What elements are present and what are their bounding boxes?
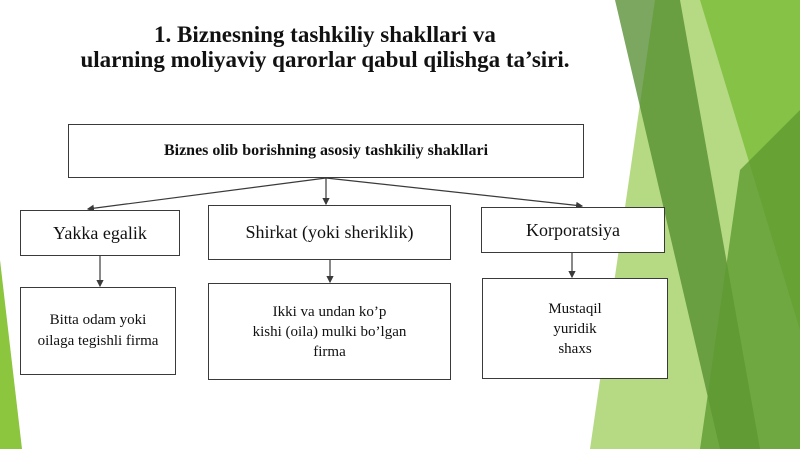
branch-label: Yakka egalik <box>53 222 147 243</box>
slide-title <box>30 22 620 72</box>
description-line: Mustaqil <box>548 300 602 317</box>
description-box-shirkat <box>208 283 451 380</box>
branch-label: Shirkat (yoki sheriklik) <box>245 222 414 242</box>
branch-label: Korporatsiya <box>526 219 620 240</box>
branch-box-yakka-egalik <box>20 210 180 256</box>
slide-title-line-2: ularning moliyaviy qarorlar qabul qilishga ta’siri. <box>80 47 570 72</box>
description-line: yuridik <box>553 320 597 337</box>
slide-title-line-1: 1. Biznesning tashkiliy shakllari va <box>154 22 496 47</box>
description-line: Ikki va undan ko’p <box>272 303 387 320</box>
description-line: Bitta odam yoki <box>49 312 147 328</box>
description-line: kishi (oila) mulki bo’lgan <box>252 323 407 340</box>
diagram-root-label: Biznes olib borishning asosiy tashkiliy shakllari <box>163 142 489 159</box>
description-line: shaxs <box>558 340 592 357</box>
description-line: oilaga tegishli firma <box>37 333 159 349</box>
description-box-yakka-egalik <box>20 287 176 375</box>
green-band-bottom-left <box>0 260 22 449</box>
description-line: firma <box>313 343 346 360</box>
diagram-root-box <box>68 124 584 178</box>
description-box-korporatsiya <box>482 278 668 379</box>
branch-box-shirkat <box>208 205 451 260</box>
branch-box-korporatsiya <box>481 207 665 253</box>
